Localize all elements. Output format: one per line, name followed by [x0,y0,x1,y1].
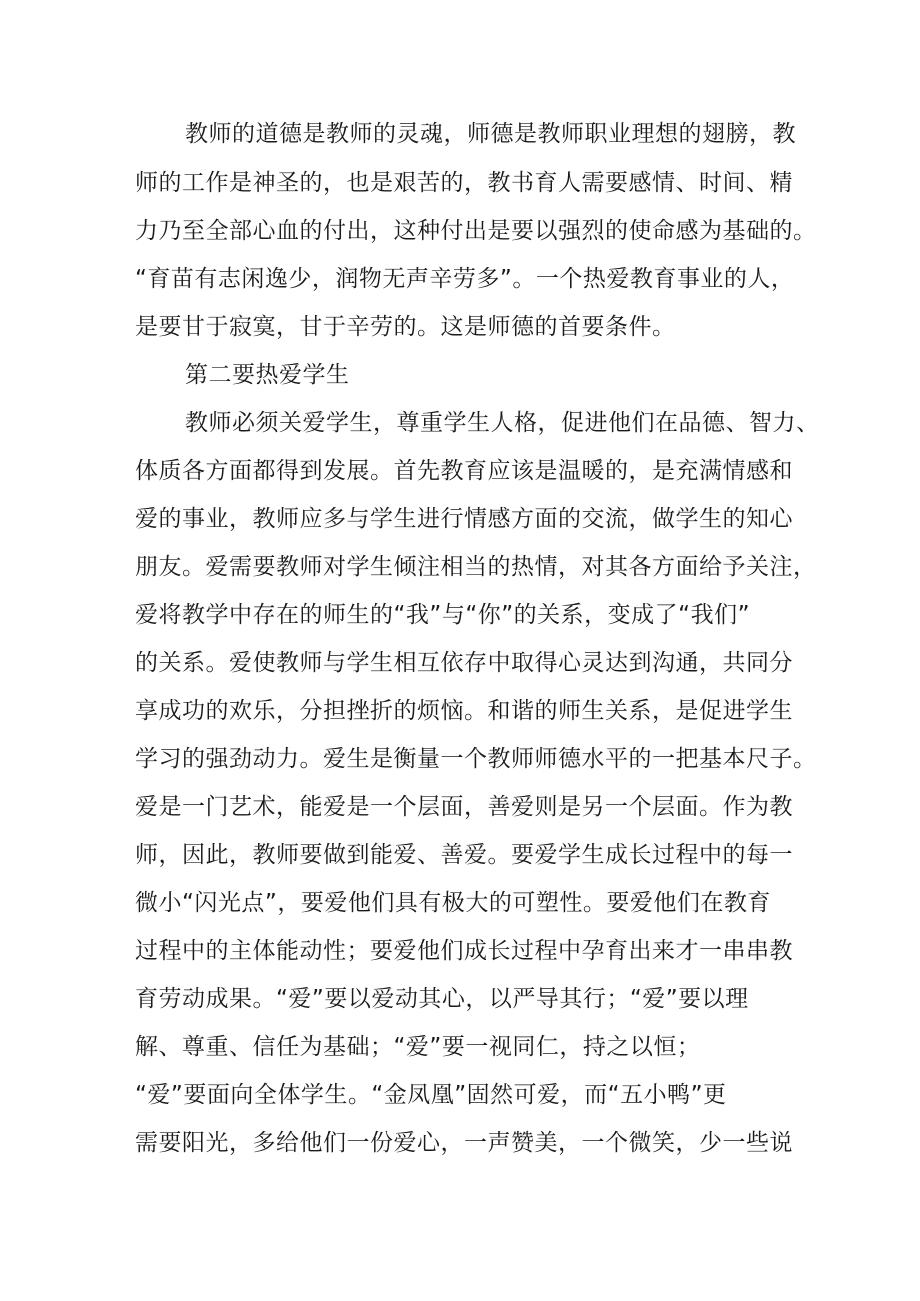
paragraph-line-8: 体质各方面都得到发展。首先教育应该是温暖的，是充满情感和 [135,458,793,484]
paragraph-line-14: 学习的强劲动力。爱生是衡量一个教师师德水平的一把基本尺子。 [135,746,817,772]
paragraph-line-18: 过程中的主体能动性；要爱他们成长过程中孕育出来才一串串教 [135,938,793,964]
section-heading: 第二要热爱学生 [185,362,350,388]
paragraph-line-12: 的关系。爱使教师与学生相互依存中取得心灵达到沟通，共同分 [135,650,793,676]
paragraph-line-3: 力乃至全部心血的付出，这种付出是要以强烈的使命感为基础的。 [135,218,817,244]
paragraph-line-22: 需要阳光，多给他们一份爱心，一声赞美，一个微笑，少一些说 [135,1130,793,1156]
paragraph-line-9: 爱的事业，教师应多与学生进行情感方面的交流，做学生的知心 [135,506,793,532]
paragraph-line-15: 爱是一门艺术，能爱是一个层面，善爱则是另一个层面。作为教 [135,794,793,820]
paragraph-line-19: 育劳动成果。“爱”要以爱动其心，以严导其行；“爱”要以理 [135,986,749,1012]
paragraph-line-5: 是要甘于寂寞，甘于辛劳的。这是师德的首要条件。 [135,314,676,340]
paragraph-line-17: 微小“闪光点”，要爱他们具有极大的可塑性。要爱他们在教育 [135,890,771,916]
paragraph-line-11: 爱将教学中存在的师生的“我”与“你”的关系，变成了“我们” [135,602,750,628]
paragraph-line-20: 解、尊重、信任为基础；“爱”要一视同仁，持之以恒； [135,1034,701,1060]
paragraph-line-16: 师，因此，教师要做到能爱、善爱。要爱学生成长过程中的每一 [135,842,793,868]
paragraph-line-1: 教师的道德是教师的灵魂，师德是教师职业理想的翅膀，教 [185,121,796,147]
paragraph-line-7: 教师必须关爱学生，尊重学生人格，促进他们在品德、智力、 [185,410,820,436]
paragraph-line-4: “育苗有志闲逸少，润物无声辛劳多”。一个热爱教育事业的人， [135,266,795,292]
paragraph-line-21: “爱”要面向全体学生。“金凤凰”固然可爱，而“五小鸭”更 [135,1082,727,1108]
paragraph-line-13: 享成功的欢乐，分担挫折的烦恼。和谐的师生关系，是促进学生 [135,698,793,724]
paragraph-line-2: 师的工作是神圣的，也是艰苦的，教书育人需要感情、时间、精 [135,170,793,196]
paragraph-line-10: 朋友。爱需要教师对学生倾注相当的热情，对其各方面给予关注， [135,554,817,580]
